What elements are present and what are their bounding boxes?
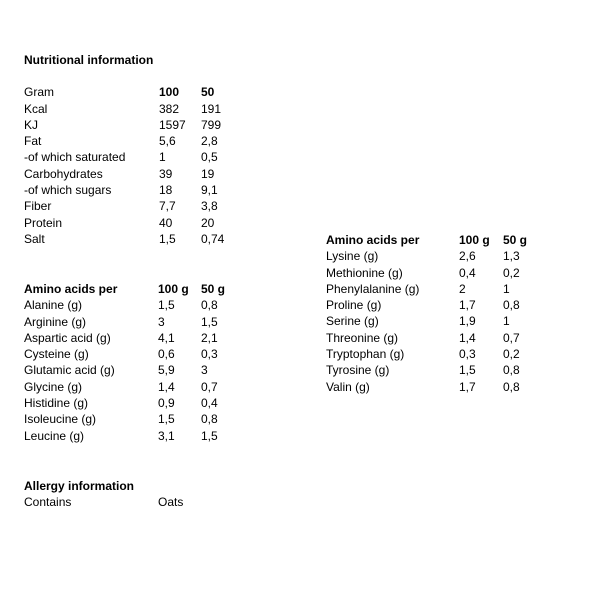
allergy-section [24, 478, 264, 511]
row-value-100: 0,6 [158, 347, 175, 362]
row-label: Valin (g) [326, 379, 370, 394]
table-row [24, 362, 264, 378]
row-value-100: 0,4 [459, 265, 476, 280]
row-label: Aspartic acid (g) [24, 330, 111, 345]
nutrition-header-row [24, 84, 264, 100]
amino-acids-right-section [326, 232, 566, 395]
row-value-50: 191 [201, 101, 222, 116]
row-value-100: 382 [159, 101, 180, 116]
amino-right-header-50g: 50 g [503, 233, 528, 247]
row-value-50: 799 [201, 117, 222, 132]
table-row [326, 330, 566, 346]
allergy-value: Oats [158, 495, 184, 510]
nutrition-header-100: 100 [159, 85, 180, 100]
row-value-50: 0,8 [201, 412, 218, 427]
row-label: Protein [24, 215, 63, 230]
table-row [326, 362, 566, 378]
row-label: Lysine (g) [326, 249, 379, 264]
row-label: Serine (g) [326, 314, 379, 329]
table-row [24, 182, 264, 198]
row-label: KJ [24, 117, 39, 132]
row-value-50: 1,5 [201, 428, 218, 443]
row-value-50: 0,74 [201, 231, 225, 246]
row-value-50: 3,8 [201, 199, 218, 214]
amino-right-header-100g: 100 g [459, 233, 490, 247]
row-value-50: 9,1 [201, 183, 218, 198]
row-value-50: 0,4 [201, 396, 218, 411]
row-value-50: 3 [201, 363, 208, 378]
nutrition-header-label: Gram [24, 85, 54, 100]
row-value-100: 4,1 [158, 330, 175, 345]
row-value-100: 1,4 [459, 330, 476, 345]
row-value-100: 1,9 [459, 314, 476, 329]
amino-left-header-label: Amino acids per [24, 282, 118, 296]
row-value-100: 1,5 [459, 363, 476, 378]
table-row [24, 101, 264, 117]
row-value-50: 1,3 [503, 249, 520, 264]
row-value-100: 3 [158, 314, 165, 329]
row-label: Carbohydrates [24, 166, 103, 181]
row-value-50: 19 [201, 166, 215, 181]
row-value-50: 0,2 [503, 347, 520, 362]
table-row [326, 379, 566, 395]
table-row [24, 117, 264, 133]
row-label: Salt [24, 231, 45, 246]
row-label: -of which sugars [24, 183, 112, 198]
row-value-50: 1 [503, 281, 510, 296]
row-label: -of which saturated [24, 150, 126, 165]
row-label: Leucine (g) [24, 428, 85, 443]
row-label: Kcal [24, 101, 48, 116]
row-value-100: 0,3 [459, 347, 476, 362]
row-value-100: 1,4 [158, 379, 175, 394]
table-row [24, 314, 264, 330]
row-label: Isoleucine (g) [24, 412, 97, 427]
row-value-100: 2,6 [459, 249, 476, 264]
allergy-label: Contains [24, 495, 72, 510]
row-value-100: 3,1 [158, 428, 175, 443]
row-value-100: 1,7 [459, 379, 476, 394]
table-row [24, 330, 264, 346]
row-value-50: 0,8 [503, 379, 520, 394]
amino-right-header-label: Amino acids per [326, 233, 420, 247]
table-row [24, 297, 264, 313]
allergy-row [24, 494, 264, 510]
row-value-100: 5,9 [158, 363, 175, 378]
table-row [24, 411, 264, 427]
table-row [326, 297, 566, 313]
nutrition-title: Nutritional information [24, 53, 154, 67]
row-value-50: 1,5 [201, 314, 218, 329]
row-label: Threonine (g) [326, 330, 399, 345]
table-row [326, 265, 566, 281]
row-value-50: 0,8 [503, 298, 520, 313]
row-value-50: 1 [503, 314, 510, 329]
row-value-50: 0,2 [503, 265, 520, 280]
row-label: Phenylalanine (g) [326, 281, 420, 296]
row-value-100: 1,5 [158, 298, 175, 313]
row-value-50: 0,3 [201, 347, 218, 362]
row-value-100: 1,5 [158, 412, 175, 427]
row-label: Tryptophan (g) [326, 347, 405, 362]
row-value-50: 2,8 [201, 134, 218, 149]
row-label: Fiber [24, 199, 52, 214]
row-value-50: 0,7 [503, 330, 520, 345]
row-label: Methionine (g) [326, 265, 403, 280]
row-value-100: 40 [159, 215, 173, 230]
row-value-100: 0,9 [158, 396, 175, 411]
row-value-100: 1,7 [459, 298, 476, 313]
row-value-100: 5,6 [159, 134, 176, 149]
row-value-100: 39 [159, 166, 173, 181]
row-value-50: 0,8 [503, 363, 520, 378]
row-value-100: 1,5 [159, 231, 176, 246]
row-label: Glutamic acid (g) [24, 363, 115, 378]
row-value-50: 0,5 [201, 150, 218, 165]
row-value-100: 7,7 [159, 199, 176, 214]
table-row [326, 248, 566, 264]
row-label: Glycine (g) [24, 379, 83, 394]
table-row [326, 313, 566, 329]
table-row [24, 231, 264, 247]
row-value-50: 0,7 [201, 379, 218, 394]
amino-left-header-50g: 50 g [201, 282, 226, 296]
row-label: Tyrosine (g) [326, 363, 390, 378]
nutrition-section [24, 52, 264, 247]
amino-right-header-row [326, 232, 566, 248]
row-value-100: 18 [159, 183, 173, 198]
row-value-100: 1597 [159, 117, 186, 132]
table-row [24, 395, 264, 411]
table-row [24, 133, 264, 149]
table-row [24, 149, 264, 165]
table-row [24, 428, 264, 444]
table-row [326, 281, 566, 297]
table-row [24, 379, 264, 395]
nutrition-header-50: 50 [201, 85, 215, 100]
table-row [24, 346, 264, 362]
row-label: Alanine (g) [24, 298, 83, 313]
row-value-100: 1 [159, 150, 166, 165]
row-label: Proline (g) [326, 298, 382, 313]
row-label: Histidine (g) [24, 396, 89, 411]
table-row [24, 198, 264, 214]
amino-left-header-100g: 100 g [158, 282, 189, 296]
row-label: Fat [24, 134, 42, 149]
amino-left-header-row [24, 281, 264, 297]
table-row [24, 166, 264, 182]
allergy-title: Allergy information [24, 479, 135, 493]
amino-acids-left-section [24, 281, 264, 444]
row-label: Arginine (g) [24, 314, 87, 329]
row-value-100: 2 [459, 281, 466, 296]
table-row [24, 215, 264, 231]
table-row [326, 346, 566, 362]
row-value-50: 20 [201, 215, 215, 230]
row-value-50: 2,1 [201, 330, 218, 345]
row-value-50: 0,8 [201, 298, 218, 313]
nutrition-table [24, 84, 264, 247]
row-label: Cysteine (g) [24, 347, 89, 362]
